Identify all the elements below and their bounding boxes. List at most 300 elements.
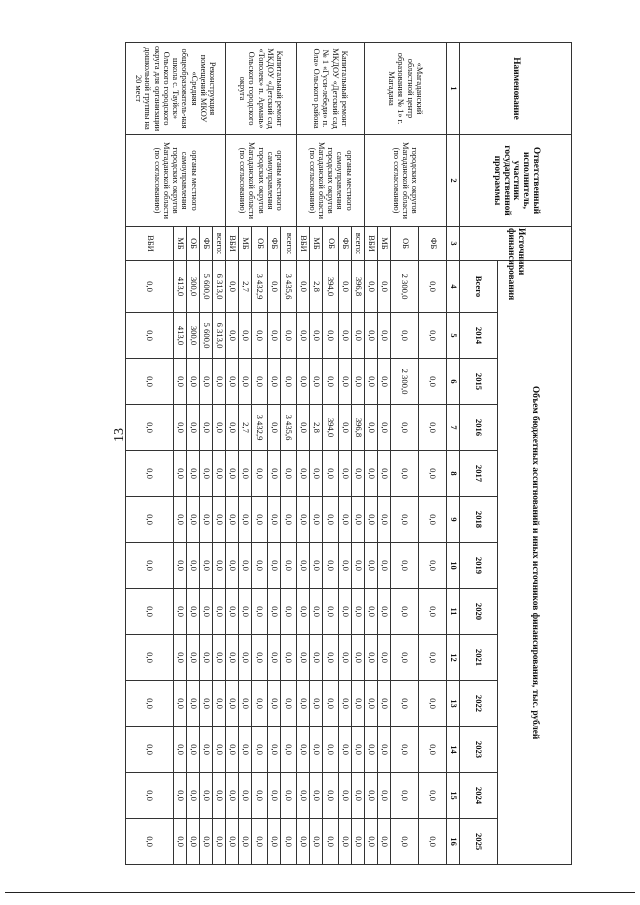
cell-year-value: 0,0 bbox=[252, 497, 268, 543]
cell-year-value: 0,0 bbox=[339, 313, 352, 359]
cell-year-value: 3 432,9 bbox=[252, 405, 268, 451]
cell-year-value: 0,0 bbox=[365, 405, 378, 451]
cell-year-value: 413,0 bbox=[174, 313, 187, 359]
cell-year-value: 0,0 bbox=[391, 773, 419, 819]
column-index: 9 bbox=[447, 497, 460, 543]
cell-year-value: 0,0 bbox=[268, 589, 281, 635]
funding-source: ОБ bbox=[187, 227, 200, 261]
funding-source: ФБ bbox=[419, 227, 447, 261]
cell-total: 0,0 bbox=[268, 261, 281, 313]
cell-year-value: 0,0 bbox=[323, 451, 339, 497]
cell-year-value: 0,0 bbox=[200, 359, 213, 405]
cell-year-value: 0,0 bbox=[339, 497, 352, 543]
cell-year-value: 0,0 bbox=[239, 543, 252, 589]
cell-year-value: 0,0 bbox=[419, 819, 447, 865]
cell-year-value: 394,0 bbox=[323, 405, 339, 451]
funding-source: ОБ bbox=[252, 227, 268, 261]
cell-year-value: 0,0 bbox=[174, 405, 187, 451]
cell-year-value: 0,0 bbox=[213, 543, 226, 589]
cell-total: 3 435,6 bbox=[281, 261, 297, 313]
cell-year-value: 0,0 bbox=[391, 451, 419, 497]
cell-year-value: 0,0 bbox=[126, 681, 174, 727]
cell-year-value: 0,0 bbox=[352, 543, 365, 589]
header-source: Источники финансирования bbox=[460, 227, 572, 261]
cell-year-value: 0,0 bbox=[174, 451, 187, 497]
funding-source: всего: bbox=[213, 227, 226, 261]
cell-year-value: 0,0 bbox=[310, 773, 323, 819]
cell-year-value: 0,0 bbox=[174, 773, 187, 819]
cell-year-value: 0,0 bbox=[226, 543, 239, 589]
cell-year-value: 0,0 bbox=[226, 497, 239, 543]
header-year: 2015 bbox=[460, 359, 498, 405]
column-index: 12 bbox=[447, 635, 460, 681]
cell-year-value: 0,0 bbox=[323, 727, 339, 773]
cell-year-value: 0,0 bbox=[268, 451, 281, 497]
cell-year-value: 0,0 bbox=[226, 359, 239, 405]
cell-year-value: 0,0 bbox=[226, 727, 239, 773]
cell-year-value: 0,0 bbox=[268, 543, 281, 589]
cell-year-value: 0,0 bbox=[378, 819, 391, 865]
funding-source: МБ bbox=[378, 227, 391, 261]
cell-year-value: 0,0 bbox=[213, 681, 226, 727]
column-index: 15 bbox=[447, 773, 460, 819]
cell-total: 5 600,0 bbox=[200, 261, 213, 313]
cell-year-value: 0,0 bbox=[200, 681, 213, 727]
funding-source: МБ bbox=[174, 227, 187, 261]
cell-total: 300,0 bbox=[187, 261, 200, 313]
cell-year-value: 0,0 bbox=[281, 543, 297, 589]
cell-total: 0,0 bbox=[126, 261, 174, 313]
cell-year-value: 0,0 bbox=[213, 589, 226, 635]
cell-year-value: 0,0 bbox=[200, 543, 213, 589]
cell-year-value: 0,0 bbox=[268, 497, 281, 543]
financing-table bbox=[125, 42, 572, 865]
column-index: 13 bbox=[447, 681, 460, 727]
cell-year-value: 0,0 bbox=[213, 451, 226, 497]
cell-total: 2 300,0 bbox=[391, 261, 419, 313]
cell-year-value: 0,0 bbox=[252, 589, 268, 635]
cell-year-value: 0,0 bbox=[323, 359, 339, 405]
column-index: 16 bbox=[447, 819, 460, 865]
cell-year-value: 0,0 bbox=[310, 819, 323, 865]
cell-year-value: 0,0 bbox=[174, 497, 187, 543]
cell-year-value: 0,0 bbox=[213, 635, 226, 681]
cell-year-value: 0,0 bbox=[365, 359, 378, 405]
cell-year-value: 0,0 bbox=[339, 635, 352, 681]
cell-year-value: 0,0 bbox=[378, 497, 391, 543]
column-index: 1 bbox=[447, 43, 460, 135]
measure-name: Реконструкция помещений МКОУ «Средняя общеобразователь-ная школа с. Тауйск» Ольского городского округа для организации дошкольной группы на 20 мест bbox=[126, 43, 226, 135]
cell-year-value: 0,0 bbox=[187, 727, 200, 773]
cell-year-value: 0,0 bbox=[200, 405, 213, 451]
cell-year-value: 0,0 bbox=[126, 589, 174, 635]
cell-year-value: 0,0 bbox=[200, 773, 213, 819]
cell-year-value: 2 300,0 bbox=[391, 359, 419, 405]
cell-year-value: 0,0 bbox=[213, 405, 226, 451]
cell-year-value: 0,0 bbox=[126, 497, 174, 543]
cell-total: 2,7 bbox=[239, 261, 252, 313]
cell-year-value: 0,0 bbox=[339, 819, 352, 865]
cell-year-value: 0,0 bbox=[297, 497, 310, 543]
cell-year-value: 0,0 bbox=[239, 635, 252, 681]
cell-year-value: 0,0 bbox=[268, 727, 281, 773]
cell-year-value: 0,0 bbox=[365, 543, 378, 589]
cell-year-value: 0,0 bbox=[391, 589, 419, 635]
cell-year-value: 0,0 bbox=[281, 727, 297, 773]
cell-year-value: 0,0 bbox=[365, 681, 378, 727]
cell-total: 0,0 bbox=[339, 261, 352, 313]
cell-year-value: 0,0 bbox=[126, 773, 174, 819]
funding-source: МБ bbox=[239, 227, 252, 261]
cell-year-value: 0,0 bbox=[310, 635, 323, 681]
cell-year-value: 0,0 bbox=[352, 451, 365, 497]
measure-name: Капитальный ремонт МКДОУ «Детский сад № 1 «Гуси-лебеди» п. Ола» Ольского района bbox=[297, 43, 365, 135]
table-body bbox=[126, 43, 447, 865]
cell-year-value: 0,0 bbox=[365, 451, 378, 497]
cell-year-value: 0,0 bbox=[352, 313, 365, 359]
cell-year-value: 0,0 bbox=[187, 773, 200, 819]
cell-year-value: 0,0 bbox=[126, 313, 174, 359]
header-responsible: Ответственный исполнитель, участник государственной программы bbox=[460, 135, 572, 227]
cell-year-value: 0,0 bbox=[252, 727, 268, 773]
table-row bbox=[352, 43, 365, 865]
cell-year-value: 0,0 bbox=[126, 543, 174, 589]
cell-year-value: 0,0 bbox=[310, 313, 323, 359]
cell-year-value: 0,0 bbox=[239, 819, 252, 865]
funding-source: ФБ bbox=[339, 227, 352, 261]
cell-year-value: 0,0 bbox=[352, 589, 365, 635]
column-index: 11 bbox=[447, 589, 460, 635]
cell-year-value: 0,0 bbox=[252, 681, 268, 727]
header-year: 2023 bbox=[460, 727, 498, 773]
cell-year-value: 0,0 bbox=[339, 451, 352, 497]
cell-year-value: 300,0 bbox=[187, 313, 200, 359]
table-row bbox=[419, 43, 447, 865]
cell-total: 394,0 bbox=[323, 261, 339, 313]
cell-year-value: 0,0 bbox=[174, 681, 187, 727]
cell-year-value: 0,0 bbox=[252, 773, 268, 819]
cell-year-value: 0,0 bbox=[174, 819, 187, 865]
header-total: Всего bbox=[460, 261, 498, 313]
cell-year-value: 0,0 bbox=[126, 635, 174, 681]
cell-year-value: 0,0 bbox=[281, 359, 297, 405]
funding-source: ОБ bbox=[323, 227, 339, 261]
funding-source: ОБ bbox=[391, 227, 419, 261]
cell-year-value: 0,0 bbox=[297, 359, 310, 405]
cell-year-value: 0,0 bbox=[378, 313, 391, 359]
rotated-table-container bbox=[134, 42, 572, 864]
cell-year-value: 0,0 bbox=[126, 405, 174, 451]
cell-year-value: 0,0 bbox=[239, 497, 252, 543]
header-year: 2021 bbox=[460, 635, 498, 681]
cell-year-value: 0,0 bbox=[281, 451, 297, 497]
column-index: 8 bbox=[447, 451, 460, 497]
cell-year-value: 0,0 bbox=[281, 773, 297, 819]
cell-year-value: 0,0 bbox=[126, 451, 174, 497]
funding-source: ВБИ bbox=[126, 227, 174, 261]
cell-year-value: 0,0 bbox=[352, 727, 365, 773]
cell-year-value: 0,0 bbox=[391, 681, 419, 727]
cell-year-value: 0,0 bbox=[323, 589, 339, 635]
cell-year-value: 0,0 bbox=[187, 359, 200, 405]
cell-total: 3 432,9 bbox=[252, 261, 268, 313]
funding-source: всего: bbox=[352, 227, 365, 261]
header-year: 2014 bbox=[460, 313, 498, 359]
cell-year-value: 0,0 bbox=[391, 819, 419, 865]
cell-year-value: 0,0 bbox=[226, 681, 239, 727]
responsible-executor: органы местного самоуправления городских округов Магаданской области (по согласованию) bbox=[297, 135, 365, 227]
funding-source: МБ bbox=[310, 227, 323, 261]
cell-year-value: 0,0 bbox=[352, 819, 365, 865]
funding-source: ФБ bbox=[268, 227, 281, 261]
cell-year-value: 0,0 bbox=[126, 727, 174, 773]
cell-year-value: 0,0 bbox=[323, 497, 339, 543]
cell-year-value: 0,0 bbox=[419, 681, 447, 727]
cell-year-value: 0,0 bbox=[365, 727, 378, 773]
cell-year-value: 0,0 bbox=[226, 819, 239, 865]
cell-total: 0,0 bbox=[226, 261, 239, 313]
cell-year-value: 2,8 bbox=[310, 405, 323, 451]
cell-year-value: 0,0 bbox=[226, 635, 239, 681]
cell-year-value: 0,0 bbox=[200, 497, 213, 543]
header-year: 2019 bbox=[460, 543, 498, 589]
cell-year-value: 0,0 bbox=[352, 497, 365, 543]
cell-year-value: 0,0 bbox=[378, 451, 391, 497]
cell-year-value: 5 600,0 bbox=[200, 313, 213, 359]
cell-year-value: 0,0 bbox=[339, 359, 352, 405]
cell-year-value: 0,0 bbox=[391, 313, 419, 359]
cell-year-value: 0,0 bbox=[252, 635, 268, 681]
cell-year-value: 0,0 bbox=[419, 405, 447, 451]
cell-year-value: 0,0 bbox=[268, 681, 281, 727]
responsible-executor: городских округов Магаданской области (по согласованию) bbox=[365, 135, 447, 227]
cell-year-value: 0,0 bbox=[378, 773, 391, 819]
cell-year-value: 0,0 bbox=[323, 681, 339, 727]
cell-year-value: 0,0 bbox=[297, 819, 310, 865]
cell-year-value: 2,7 bbox=[239, 405, 252, 451]
cell-year-value: 0,0 bbox=[187, 635, 200, 681]
cell-year-value: 0,0 bbox=[252, 819, 268, 865]
cell-year-value: 0,0 bbox=[323, 773, 339, 819]
cell-year-value: 0,0 bbox=[378, 543, 391, 589]
header-year: 2016 bbox=[460, 405, 498, 451]
cell-year-value: 0,0 bbox=[297, 543, 310, 589]
cell-total: 0,0 bbox=[378, 261, 391, 313]
header-year: 2018 bbox=[460, 497, 498, 543]
column-index: 6 bbox=[447, 359, 460, 405]
cell-year-value: 0,0 bbox=[391, 635, 419, 681]
cell-year-value: 0,0 bbox=[365, 819, 378, 865]
cell-year-value: 0,0 bbox=[239, 313, 252, 359]
cell-total: 413,0 bbox=[174, 261, 187, 313]
cell-year-value: 0,0 bbox=[200, 589, 213, 635]
funding-source: ВБИ bbox=[297, 227, 310, 261]
cell-year-value: 0,0 bbox=[339, 681, 352, 727]
cell-year-value: 0,0 bbox=[323, 543, 339, 589]
cell-year-value: 0,0 bbox=[252, 313, 268, 359]
header-year: 2024 bbox=[460, 773, 498, 819]
cell-year-value: 0,0 bbox=[239, 589, 252, 635]
cell-year-value: 0,0 bbox=[268, 773, 281, 819]
column-index: 3 bbox=[447, 227, 460, 261]
cell-year-value: 0,0 bbox=[174, 635, 187, 681]
cell-year-value: 0,0 bbox=[174, 589, 187, 635]
cell-year-value: 0,0 bbox=[213, 497, 226, 543]
cell-year-value: 0,0 bbox=[310, 543, 323, 589]
cell-year-value: 0,0 bbox=[297, 405, 310, 451]
header-name: Наименование bbox=[460, 43, 572, 135]
cell-year-value: 0,0 bbox=[352, 773, 365, 819]
header-year: 2025 bbox=[460, 819, 498, 865]
cell-year-value: 0,0 bbox=[391, 543, 419, 589]
cell-year-value: 0,0 bbox=[365, 313, 378, 359]
cell-year-value: 0,0 bbox=[252, 451, 268, 497]
cell-year-value: 0,0 bbox=[365, 635, 378, 681]
cell-year-value: 0,0 bbox=[226, 405, 239, 451]
cell-year-value: 0,0 bbox=[297, 451, 310, 497]
cell-year-value: 0,0 bbox=[297, 635, 310, 681]
cell-year-value: 0,0 bbox=[268, 819, 281, 865]
cell-year-value: 0,0 bbox=[268, 313, 281, 359]
cell-year-value: 0,0 bbox=[323, 635, 339, 681]
cell-total: 2,8 bbox=[310, 261, 323, 313]
cell-year-value: 0,0 bbox=[252, 359, 268, 405]
cell-year-value: 396,8 bbox=[352, 405, 365, 451]
cell-year-value: 0,0 bbox=[174, 359, 187, 405]
cell-year-value: 0,0 bbox=[281, 497, 297, 543]
cell-year-value: 0,0 bbox=[378, 405, 391, 451]
measure-name: Капитальный ремонт МКДОУ «Детский сад «Тополек» п. Армань» Ольского городского округа bbox=[226, 43, 297, 135]
responsible-executor: органы местного самоуправления городских округов Магаданской области (по согласованию) bbox=[126, 135, 226, 227]
header-year: 2020 bbox=[460, 589, 498, 635]
column-index: 10 bbox=[447, 543, 460, 589]
cell-total: 0,0 bbox=[297, 261, 310, 313]
cell-year-value: 0,0 bbox=[174, 727, 187, 773]
cell-total: 0,0 bbox=[365, 261, 378, 313]
cell-year-value: 0,0 bbox=[187, 589, 200, 635]
funding-source: ФБ bbox=[200, 227, 213, 261]
table-row bbox=[281, 43, 297, 865]
cell-year-value: 0,0 bbox=[239, 359, 252, 405]
funding-source: ВБИ bbox=[365, 227, 378, 261]
cell-year-value: 0,0 bbox=[339, 405, 352, 451]
cell-year-value: 0,0 bbox=[297, 313, 310, 359]
cell-year-value: 0,0 bbox=[323, 313, 339, 359]
cell-year-value: 0,0 bbox=[419, 635, 447, 681]
cell-year-value: 0,0 bbox=[391, 497, 419, 543]
cell-year-value: 0,0 bbox=[281, 589, 297, 635]
cell-year-value: 0,0 bbox=[339, 773, 352, 819]
cell-year-value: 0,0 bbox=[419, 589, 447, 635]
bottom-rule bbox=[5, 892, 635, 893]
cell-year-value: 0,0 bbox=[339, 589, 352, 635]
cell-year-value: 0,0 bbox=[226, 773, 239, 819]
cell-year-value: 0,0 bbox=[297, 681, 310, 727]
cell-year-value: 0,0 bbox=[419, 773, 447, 819]
cell-year-value: 0,0 bbox=[378, 589, 391, 635]
responsible-executor: органы местного самоуправления городских округов Магаданской области (по согласованию) bbox=[226, 135, 297, 227]
cell-year-value: 0,0 bbox=[310, 589, 323, 635]
cell-year-value: 0,0 bbox=[419, 359, 447, 405]
cell-year-value: 0,0 bbox=[226, 589, 239, 635]
cell-year-value: 0,0 bbox=[213, 773, 226, 819]
cell-year-value: 0,0 bbox=[352, 681, 365, 727]
cell-year-value: 0,0 bbox=[419, 451, 447, 497]
funding-source: всего: bbox=[281, 227, 297, 261]
cell-year-value: 0,0 bbox=[297, 773, 310, 819]
cell-year-value: 0,0 bbox=[281, 635, 297, 681]
cell-year-value: 0,0 bbox=[297, 589, 310, 635]
cell-year-value: 0,0 bbox=[365, 497, 378, 543]
cell-year-value: 0,0 bbox=[352, 635, 365, 681]
cell-total: 396,8 bbox=[352, 261, 365, 313]
cell-year-value: 0,0 bbox=[187, 451, 200, 497]
column-index: 2 bbox=[447, 135, 460, 227]
cell-year-value: 0,0 bbox=[378, 727, 391, 773]
cell-total: 0,0 bbox=[419, 261, 447, 313]
cell-year-value: 0,0 bbox=[281, 681, 297, 727]
cell-year-value: 0,0 bbox=[352, 359, 365, 405]
cell-year-value: 0,0 bbox=[310, 497, 323, 543]
cell-year-value: 0,0 bbox=[187, 681, 200, 727]
cell-year-value: 3 435,6 bbox=[281, 405, 297, 451]
cell-year-value: 0,0 bbox=[200, 819, 213, 865]
cell-year-value: 0,0 bbox=[187, 819, 200, 865]
cell-year-value: 0,0 bbox=[419, 313, 447, 359]
page-number: 13 bbox=[112, 428, 127, 442]
column-index: 14 bbox=[447, 727, 460, 773]
cell-year-value: 0,0 bbox=[268, 405, 281, 451]
cell-year-value: 0,0 bbox=[126, 819, 174, 865]
header-volume: Объем бюджетных ассигнований и иных источников финансирования, тыс. рублей bbox=[498, 261, 572, 865]
cell-year-value: 0,0 bbox=[310, 359, 323, 405]
cell-year-value: 0,0 bbox=[213, 819, 226, 865]
cell-year-value: 0,0 bbox=[339, 727, 352, 773]
cell-year-value: 0,0 bbox=[187, 497, 200, 543]
cell-year-value: 0,0 bbox=[378, 635, 391, 681]
cell-year-value: 0,0 bbox=[419, 543, 447, 589]
column-index: 7 bbox=[447, 405, 460, 451]
column-index: 4 bbox=[447, 261, 460, 313]
cell-year-value: 0,0 bbox=[268, 359, 281, 405]
cell-year-value: 0,0 bbox=[297, 727, 310, 773]
table-row bbox=[213, 43, 226, 865]
cell-year-value: 0,0 bbox=[419, 727, 447, 773]
cell-year-value: 0,0 bbox=[281, 819, 297, 865]
cell-year-value: 0,0 bbox=[187, 405, 200, 451]
cell-year-value: 0,0 bbox=[281, 313, 297, 359]
cell-year-value: 0,0 bbox=[310, 681, 323, 727]
measure-name: «Магаданский областной центр образования № 1» г. Магадана bbox=[365, 43, 447, 135]
cell-year-value: 0,0 bbox=[268, 635, 281, 681]
cell-year-value: 0,0 bbox=[310, 451, 323, 497]
cell-year-value: 0,0 bbox=[239, 727, 252, 773]
cell-year-value: 0,0 bbox=[378, 681, 391, 727]
cell-year-value: 0,0 bbox=[419, 497, 447, 543]
cell-year-value: 0,0 bbox=[200, 451, 213, 497]
cell-year-value: 0,0 bbox=[200, 727, 213, 773]
cell-year-value: 0,0 bbox=[200, 635, 213, 681]
cell-year-value: 0,0 bbox=[310, 727, 323, 773]
column-index: 5 bbox=[447, 313, 460, 359]
cell-year-value: 0,0 bbox=[252, 543, 268, 589]
cell-year-value: 0,0 bbox=[126, 359, 174, 405]
cell-year-value: 0,0 bbox=[391, 727, 419, 773]
header-year: 2017 bbox=[460, 451, 498, 497]
cell-year-value: 0,0 bbox=[213, 727, 226, 773]
cell-year-value: 0,0 bbox=[365, 589, 378, 635]
cell-year-value: 0,0 bbox=[239, 773, 252, 819]
